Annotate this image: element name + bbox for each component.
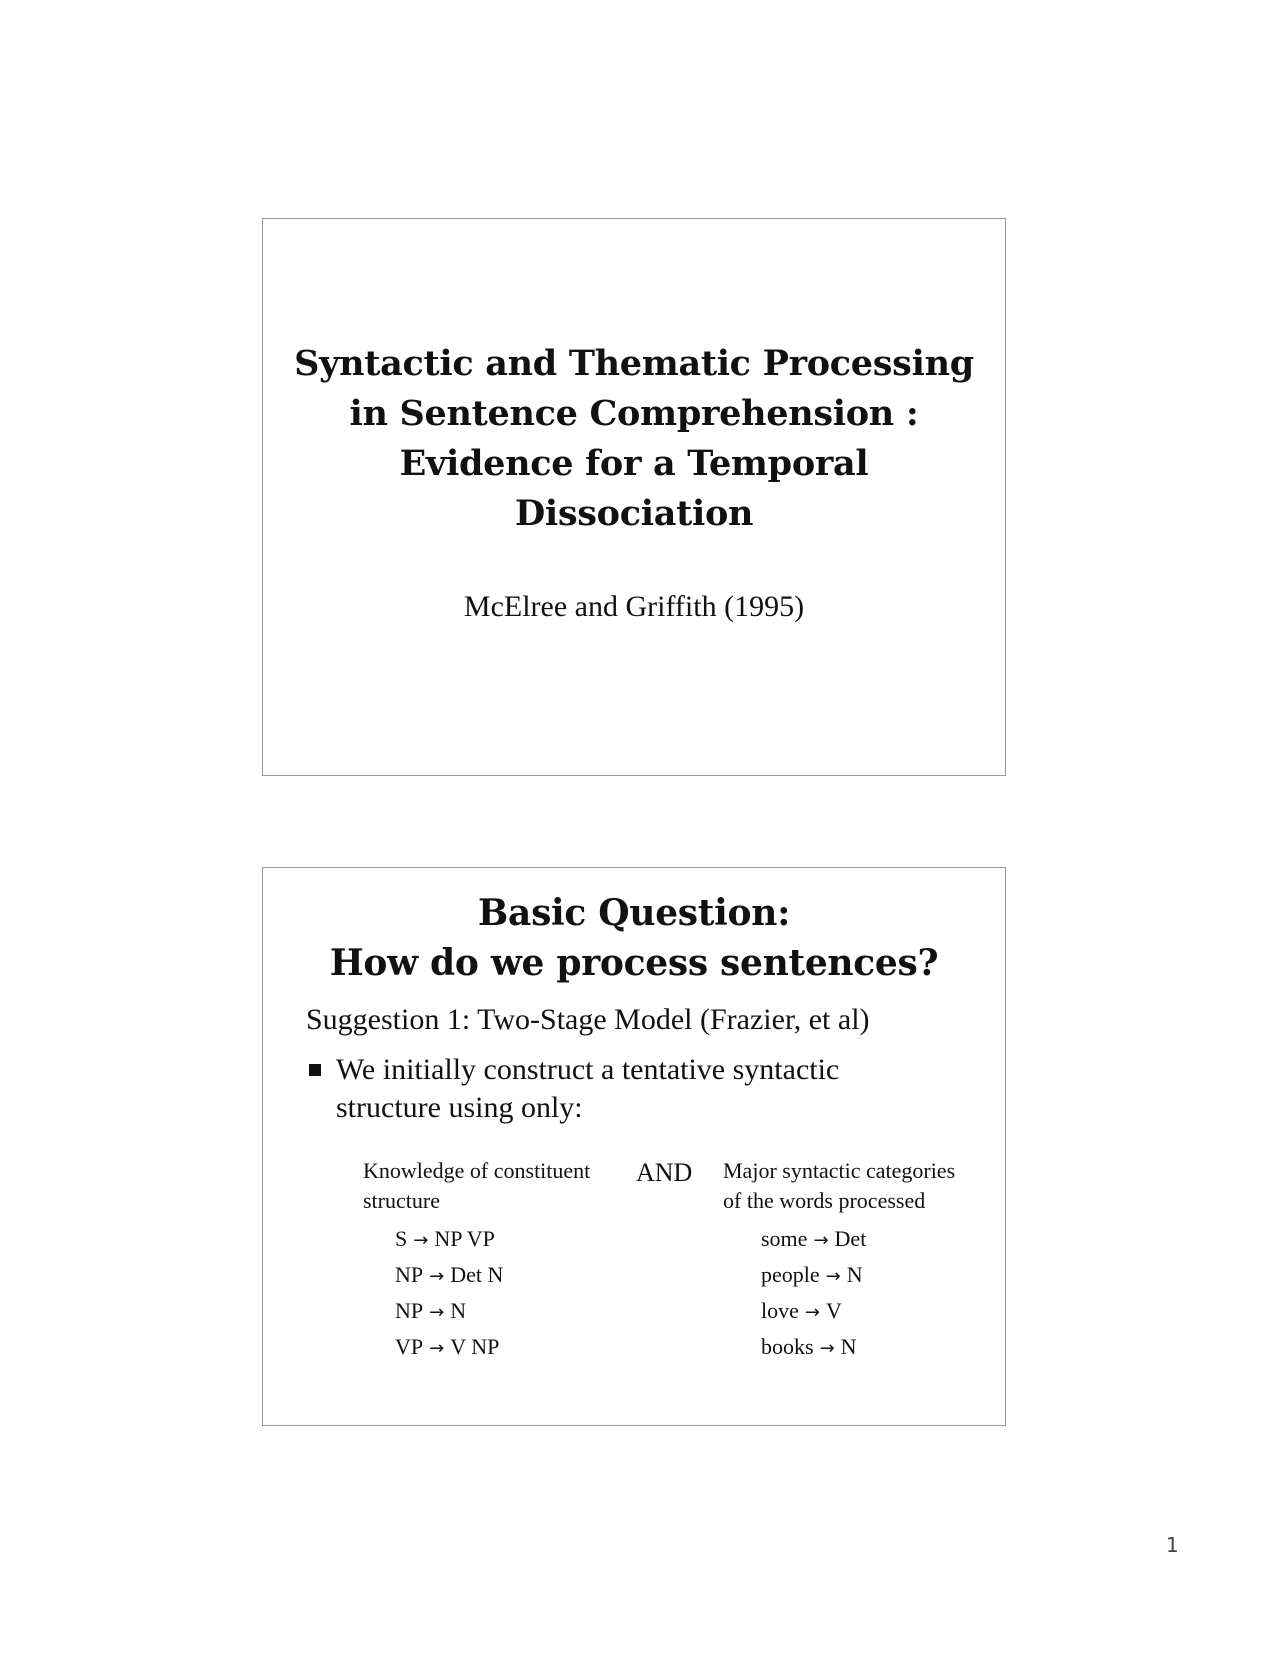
right-arrow-icon: → <box>429 1266 445 1287</box>
rule-lhs: love <box>761 1298 799 1323</box>
rule-rhs: Det N <box>450 1262 504 1287</box>
rule-rhs: N <box>846 1262 863 1287</box>
lexical-rule <box>761 1257 983 1293</box>
rule-lhs: people <box>761 1262 820 1287</box>
rule-lhs: NP <box>395 1262 424 1287</box>
right-arrow-icon: → <box>813 1230 829 1251</box>
right-arrow-icon: → <box>825 1266 841 1287</box>
column-heading-line: Knowledge of constituent <box>363 1158 591 1183</box>
constituent-structure-column <box>363 1156 623 1365</box>
lexical-rule <box>761 1221 983 1257</box>
right-arrow-icon: → <box>819 1338 835 1359</box>
rule-rhs: NP VP <box>434 1226 495 1251</box>
column-heading-line: Major syntactic categories <box>723 1158 956 1183</box>
rule-lhs: S <box>395 1226 408 1251</box>
slide-1-title-line: in Sentence Comprehension : <box>349 393 919 434</box>
square-bullet-icon <box>309 1064 321 1076</box>
and-connector: AND <box>636 1158 693 1187</box>
bullet-text <box>336 1051 839 1127</box>
rule-lhs: NP <box>395 1298 424 1323</box>
rule-rhs: N <box>450 1298 467 1323</box>
phrase-rule <box>395 1221 623 1257</box>
lexical-rule-list <box>723 1221 983 1365</box>
column-heading-line: of the words processed <box>723 1188 926 1213</box>
rule-lhs: books <box>761 1334 814 1359</box>
lexical-rule <box>761 1329 983 1365</box>
lexical-rule <box>761 1293 983 1329</box>
slide-2-title-line: Basic Question: <box>477 892 791 934</box>
phrase-rule <box>395 1257 623 1293</box>
rule-lhs: VP <box>395 1334 424 1359</box>
slide-2-title-line: How do we process sentences? <box>329 942 939 984</box>
rule-lhs: some <box>761 1226 808 1251</box>
phrase-rule-list <box>363 1221 623 1365</box>
right-arrow-icon: → <box>429 1338 445 1359</box>
slide-2 <box>262 867 1006 1426</box>
page-number: 1 <box>1166 1533 1179 1557</box>
right-arrow-icon: → <box>413 1230 429 1251</box>
slide-1-title-line: Syntactic and Thematic Processing <box>294 343 974 384</box>
slide-1-author: McElree and Griffith (1995) <box>463 590 805 623</box>
slide-1-title-line: Dissociation <box>514 493 754 534</box>
phrase-rule <box>395 1293 623 1329</box>
slide-2-title <box>263 888 1005 988</box>
rule-rhs: V <box>825 1298 842 1323</box>
bullet-line: We initially construct a tentative syntactic <box>336 1053 840 1086</box>
bullet-line: structure using only: <box>336 1091 583 1124</box>
column-heading-line: structure <box>363 1188 440 1213</box>
rule-rhs: V NP <box>450 1334 500 1359</box>
rule-rhs: Det <box>834 1226 867 1251</box>
phrase-rule <box>395 1329 623 1365</box>
rule-rhs: N <box>840 1334 857 1359</box>
right-arrow-icon: → <box>804 1302 820 1323</box>
column-heading <box>723 1156 983 1216</box>
slide-1 <box>262 218 1006 776</box>
syntactic-categories-column <box>723 1156 983 1365</box>
right-arrow-icon: → <box>429 1302 445 1323</box>
column-heading <box>363 1156 623 1216</box>
slide-1-title <box>263 339 1005 539</box>
slide-1-title-line: Evidence for a Temporal <box>399 443 869 484</box>
suggestion-text: Suggestion 1: Two-Stage Model (Frazier, et al) <box>306 1003 870 1036</box>
